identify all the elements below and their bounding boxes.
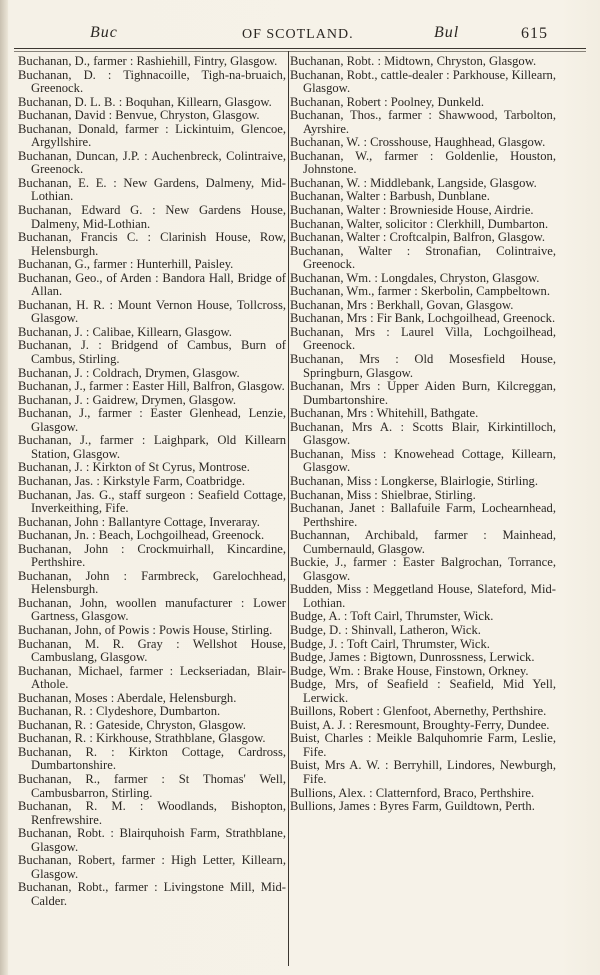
directory-entry: Buchanan, Duncan, J.P. : Auchenbreck, Colintraive, Greenock.	[18, 148, 286, 177]
directory-entry: Buchanan, Miss : Shielbrae, Stirling.	[290, 487, 476, 502]
directory-entry: Bullions, James : Byres Farm, Guildtown, Perth.	[290, 799, 535, 814]
directory-entry: Buchanan, Robert : Poolney, Dunkeld.	[290, 94, 485, 109]
directory-entry: Buchanan, Geo., of Arden : Bandora Hall, Bridge of Allan.	[18, 270, 286, 299]
directory-entry: Buchanan, G., farmer : Hunterhill, Paisley.	[18, 257, 234, 272]
running-title: OF SCOTLAND.	[242, 27, 354, 42]
column-divider	[288, 51, 289, 966]
directory-entry: Buchanan, J. : Gaidrew, Drymen, Glasgow.	[18, 392, 237, 407]
directory-entry: Buchanan, R. : Clydeshore, Dumbarton.	[18, 704, 221, 719]
header-rule	[14, 48, 586, 49]
directory-entry: Buchanan, Walter, solicitor : Clerkhill, Dumbarton.	[290, 216, 549, 231]
directory-entry: Buchanan, John : Farmbreck, Garelochhead, Helensburgh.	[18, 568, 286, 597]
directory-entry: Buchanan, John, woollen manufacturer : Lower Gartness, Glasgow.	[18, 595, 286, 624]
directory-entry: Buchanan, Robt., cattle-dealer : Parkhouse, Killearn, Glasgow.	[290, 67, 556, 96]
directory-entry: Buchanan, Wm. : Longdales, Chryston, Glasgow.	[290, 270, 540, 285]
directory-entry: Buist, Charles : Meikle Balquhomrie Farm, Leslie, Fife.	[290, 731, 556, 759]
directory-entry: Buchanan, Mrs : Laurel Villa, Lochgoilhead, Greenock.	[290, 324, 556, 353]
directory-entry: Buchanan, R. : Kirkton Cottage, Cardross, Dumbartonshire.	[18, 744, 286, 773]
directory-entry: Buchanan, Miss : Longkerse, Blairlogie, Stirling.	[290, 473, 538, 488]
directory-entry: Buchanan, J. : Coldrach, Drymen, Glasgow.	[18, 365, 240, 380]
directory-entry: Buchanan, J., farmer : Laighpark, Old Killearn Station, Glasgow.	[18, 433, 286, 461]
directory-entry: Buchanan, Moses : Aberdale, Helensburgh.	[18, 690, 237, 705]
directory-entry: Buchanan, Thos., farmer : Shawwood, Tarbolton, Ayrshire.	[290, 108, 556, 136]
directory-entry: Buchanan, Janet : Ballafuile Farm, Lochearnhead, Perthshire.	[290, 501, 556, 529]
directory-entry: Buchanan, D., farmer : Rashiehill, Fintry, Glasgow.	[18, 54, 278, 68]
directory-entry: Buchanan, M. R. Gray : Wellshot House, Cambuslang, Glasgow.	[18, 636, 286, 665]
directory-entry: Budden, Miss : Meggetland House, Slateford, Mid-Lothian.	[290, 582, 556, 610]
directory-entry: Buchanan, Walter : Barbush, Dunblane.	[290, 189, 490, 204]
header-rule-secondary	[14, 51, 586, 52]
directory-entry: Buchanan, Mrs A. : Scotts Blair, Kirkintilloch, Glasgow.	[290, 419, 556, 448]
directory-entry: Buchanan, Edward G. : New Gardens House, Dalmeny, Mid-Lothian.	[18, 203, 286, 231]
directory-entry: Buist, Mrs A. W. : Berryhill, Lindores, Newburgh, Fife.	[290, 758, 556, 786]
directory-entry: Buchanan, Jn. : Beach, Lochgoilhead, Greenock.	[18, 528, 265, 543]
directory-entry: Buchanan, J. : Kirkton of St Cyrus, Montrose.	[18, 460, 250, 475]
directory-entry: Buchanan, Mrs : Old Mosesfield House, Springburn, Glasgow.	[290, 352, 556, 380]
directory-entry: Buchanan, John : Ballantyre Cottage, Inveraray.	[18, 514, 260, 529]
directory-entry: Buchanan, R., farmer : St Thomas' Well, Cambusbarron, Stirling.	[18, 771, 286, 800]
directory-entry: Buchanan, Jas. G., staff surgeon : Seafield Cottage, Inverkeithing, Fife.	[18, 487, 286, 516]
directory-entry: Buchanan, H. R. : Mount Vernon House, Tollcross, Glasgow.	[18, 297, 286, 326]
directory-entry: Budge, A. : Toft Cairl, Thrumster, Wick.	[290, 609, 494, 624]
directory-entry: Buchanan, Donald, farmer : Lickintuim, Glencoe, Argyllshire.	[18, 121, 286, 150]
directory-entry: Buchanan, Wm., farmer : Skerbolin, Campbeltown.	[290, 284, 550, 299]
directory-entry: Buchanan, Mrs : Berkhall, Govan, Glasgow.	[290, 297, 514, 312]
left-column	[18, 55, 286, 908]
directory-entry: Buchanan, R. M. : Woodlands, Bishopton, Renfrewshire.	[18, 799, 286, 827]
right-guide-word: Bul	[434, 24, 460, 41]
directory-entry: Buchanan, Walter : Croftcalpin, Balfron, Glasgow.	[290, 230, 545, 245]
left-guide-word: Buc	[90, 24, 118, 41]
directory-entry: Buchanan, W., farmer : Goldenlie, Houston, Johnstone.	[290, 148, 556, 177]
directory-entry: Buchanan, Robt. : Midtown, Chryston, Glasgow.	[290, 54, 537, 68]
directory-entry: Buist, A. J. : Reresmount, Broughty-Ferry, Dundee.	[290, 717, 550, 732]
right-column	[290, 55, 556, 814]
directory-entry: Buchanan, Mrs : Upper Aiden Burn, Kilcreggan, Dumbartonshire.	[290, 379, 556, 407]
directory-entry: Buchanan, Francis C. : Clarinish House, Row, Helensburgh.	[18, 230, 286, 258]
page-header	[16, 22, 586, 46]
directory-entry: Buchanan, R. : Kirkhouse, Strathblane, Glasgow.	[18, 731, 266, 746]
directory-entry: Budge, Wm. : Brake House, Finstown, Orkney.	[290, 663, 529, 678]
directory-entry: Buchanan, Miss : Knowehead Cottage, Killearn, Glasgow.	[290, 446, 556, 475]
directory-entry: Buchanan, J. : Bridgend of Cambus, Burn of Cambus, Stirling.	[18, 338, 286, 367]
directory-entry: Buchanan, W. : Crosshouse, Haughhead, Glasgow.	[290, 135, 546, 150]
directory-entry: Buchanan, J., farmer : Easter Hill, Balfron, Glasgow.	[18, 379, 285, 394]
directory-entry: Buchanan, Mrs : Fir Bank, Lochgoilhead, Greenock.	[290, 311, 556, 326]
directory-entry: Budge, J. : Toft Cairl, Thrumster, Wick.	[290, 636, 490, 651]
directory-entry: Buchanan, Robt., farmer : Livingstone Mill, Mid-Calder.	[18, 880, 286, 908]
directory-entry: Buchanan, J. : Calibae, Killearn, Glasgow.	[18, 324, 232, 339]
directory-entry: Buchanan, D. L. B. : Boquhan, Killearn, Glasgow.	[18, 94, 272, 109]
directory-entry: Buchanan, Mrs : Whitehill, Bathgate.	[290, 406, 479, 421]
directory-entry: Buchanan, E. E. : New Gardens, Dalmeny, Mid-Lothian.	[18, 175, 286, 204]
directory-entry: Buillons, Robert : Glenfoot, Abernethy, Perthshire.	[290, 704, 547, 719]
directory-entry: Buchanan, Walter : Stronafian, Colintraive, Greenock.	[290, 243, 556, 272]
directory-entry: Buchanan, Robert, farmer : High Letter, Killearn, Glasgow.	[18, 853, 286, 881]
directory-entry: Buchanan, John, of Powis : Powis House, Stirling.	[18, 622, 273, 637]
page-number: 615	[521, 25, 548, 42]
directory-entry: Bullions, Alex. : Clatternford, Braco, Perthshire.	[290, 785, 535, 800]
directory-entry: Buchanan, J., farmer : Easter Glenhead, Lenzie, Glasgow.	[18, 406, 286, 434]
directory-entry: Buckie, J., farmer : Easter Balgrochan, Torrance, Glasgow.	[290, 555, 556, 583]
directory-entry: Buchanan, Robt. : Blairquhoish Farm, Strathblane, Glasgow.	[18, 826, 286, 854]
directory-entry: Buchanan, D. : Tighnacoille, Tigh-na-bruaich, Greenock.	[18, 67, 286, 96]
directory-entry: Buchanan, R. : Gateside, Chryston, Glasgow.	[18, 717, 246, 732]
directory-entry: Budge, Mrs, of Seafield : Seafield, Mid Yell, Lerwick.	[290, 677, 556, 705]
directory-entry: Buchanan, Jas. : Kirkstyle Farm, Coatbridge.	[18, 473, 245, 488]
directory-entry: Buchanan, W. : Middlebank, Langside, Glasgow.	[290, 175, 537, 190]
directory-entry: Buchanan, Michael, farmer : Leckseriadan, Blair-Athole.	[18, 663, 286, 692]
directory-entry: Budge, James : Bigtown, Dunrossness, Lerwick.	[290, 650, 535, 665]
binding-edge	[0, 0, 8, 975]
directory-entry: Buchanan, Walter : Brownieside House, Airdrie.	[290, 203, 534, 218]
directory-entry: Buchannan, Archibald, farmer : Mainhead, Cumbernauld, Glasgow.	[290, 528, 556, 556]
directory-entry: Buchanan, David : Benvue, Chryston, Glasgow.	[18, 108, 260, 123]
directory-entry: Budge, D. : Shinvall, Latheron, Wick.	[290, 622, 481, 637]
directory-entry: Buchanan, John : Crockmuirhall, Kincardine, Perthshire.	[18, 541, 286, 570]
